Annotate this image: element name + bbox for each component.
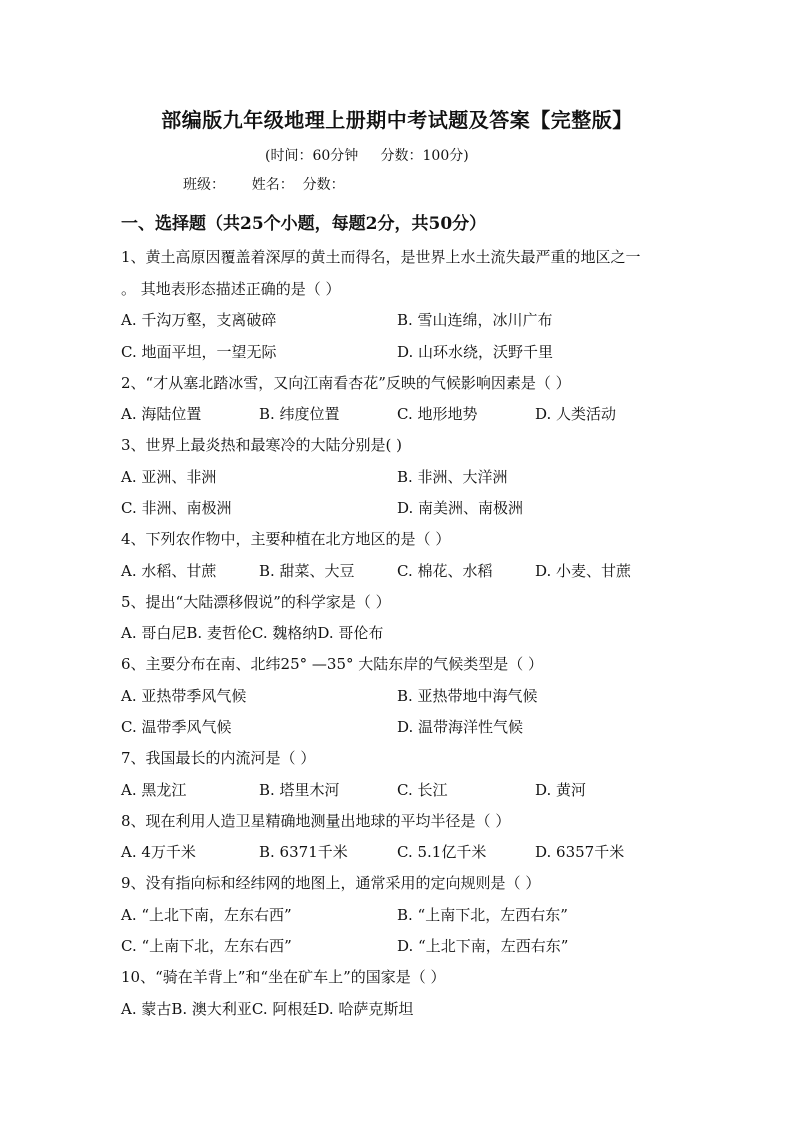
- option-a: A. 4万千米: [121, 843, 196, 861]
- option-c: C. “上南下北，左东右西”: [121, 937, 292, 955]
- option-d: D. 南美洲、南极洲: [397, 499, 524, 517]
- option-b: B. 雪山连绵，冰川广布: [397, 311, 553, 329]
- option-c: C. 5.1亿千米: [397, 843, 487, 861]
- name-label: 姓名：: [251, 177, 294, 193]
- option-line: A. 哥白尼B. 麦哲伦C. 魏格纳D. 哥伦布: [121, 624, 384, 642]
- section-heading: 一、选择题（共25个小题，每题2分，共50分）: [121, 214, 487, 234]
- option-b: B. 纬度位置: [259, 405, 340, 423]
- option-c: C. 地面平坦，一望无际: [121, 343, 277, 361]
- question-stem-continued: 。 其地表形态描述正确的是（ ）: [121, 280, 341, 298]
- time-score-info: (时间：60分钟 分数：100分): [265, 148, 469, 164]
- question-stem: 2、“才从塞北踏冰雪，又向江南看杏花”反映的气候影响因素是（ ）: [121, 374, 571, 392]
- page-title: 部编版九年级地理上册期中考试题及答案【完整版】: [161, 108, 633, 132]
- question-stem: 7、我国最长的内流河是（ ）: [121, 749, 316, 767]
- option-b: B. 甜菜、大豆: [259, 562, 355, 580]
- option-line: A. 蒙古B. 澳大利亚C. 阿根廷D. 哈萨克斯坦: [121, 1000, 414, 1018]
- option-b: B. “上南下北，左西右东”: [397, 906, 568, 924]
- option-c: C. 非洲、南极洲: [121, 499, 232, 517]
- score-label: 分数：: [302, 177, 345, 193]
- option-d: D. 6357千米: [535, 843, 625, 861]
- option-a: A. “上北下南，左东右西”: [121, 906, 292, 924]
- option-a: A. 亚热带季风气候: [121, 687, 247, 705]
- option-d: D. 山环水绕，沃野千里: [397, 343, 554, 361]
- question-stem: 9、没有指向标和经纬网的地图上，通常采用的定向规则是（ ）: [121, 874, 541, 892]
- option-a: A. 水稻、甘蔗: [121, 562, 217, 580]
- option-a: A. 千沟万壑，支离破碎: [121, 311, 277, 329]
- question-stem: 6、主要分布在南、北纬25° —35° 大陆东岸的气候类型是（ ）: [121, 655, 544, 673]
- option-d: D. 黄河: [535, 781, 587, 799]
- option-b: B. 塔里木河: [259, 781, 340, 799]
- question-stem: 4、下列农作物中，主要种植在北方地区的是（ ）: [121, 530, 451, 548]
- option-d: D. 人类活动: [535, 405, 617, 423]
- question-stem: 8、现在利用人造卫星精确地测量出地球的平均半径是（ ）: [121, 812, 511, 830]
- option-c: C. 地形地势: [397, 405, 478, 423]
- option-d: D. 小麦、甘蔗: [535, 562, 632, 580]
- option-a: A. 黑龙江: [121, 781, 187, 799]
- class-label: 班级：: [183, 177, 225, 193]
- option-d: D. “上北下南，左西右东”: [397, 937, 569, 955]
- option-c: C. 长江: [397, 781, 448, 799]
- question-stem: 1、黄土高原因覆盖着深厚的黄土而得名，是世界上水土流失最严重的地区之一: [121, 248, 641, 266]
- option-d: D. 温带海洋性气候: [397, 718, 524, 736]
- student-info-line: [183, 174, 345, 194]
- question-stem: 5、提出“大陆漂移假说”的科学家是（ ）: [121, 593, 391, 611]
- option-a: A. 亚洲、非洲: [121, 468, 217, 486]
- option-c: C. 温带季风气候: [121, 718, 232, 736]
- question-stem: 3、世界上最炎热和最寒冷的大陆分别是( ): [121, 436, 403, 454]
- option-b: B. 非洲、大洋洲: [397, 468, 508, 486]
- option-c: C. 棉花、水稻: [397, 562, 493, 580]
- option-b: B. 亚热带地中海气候: [397, 687, 538, 705]
- question-stem: 10、“骑在羊背上”和“坐在矿车上”的国家是（ ）: [121, 968, 446, 986]
- option-b: B. 6371千米: [259, 843, 348, 861]
- option-a: A. 海陆位置: [121, 405, 202, 423]
